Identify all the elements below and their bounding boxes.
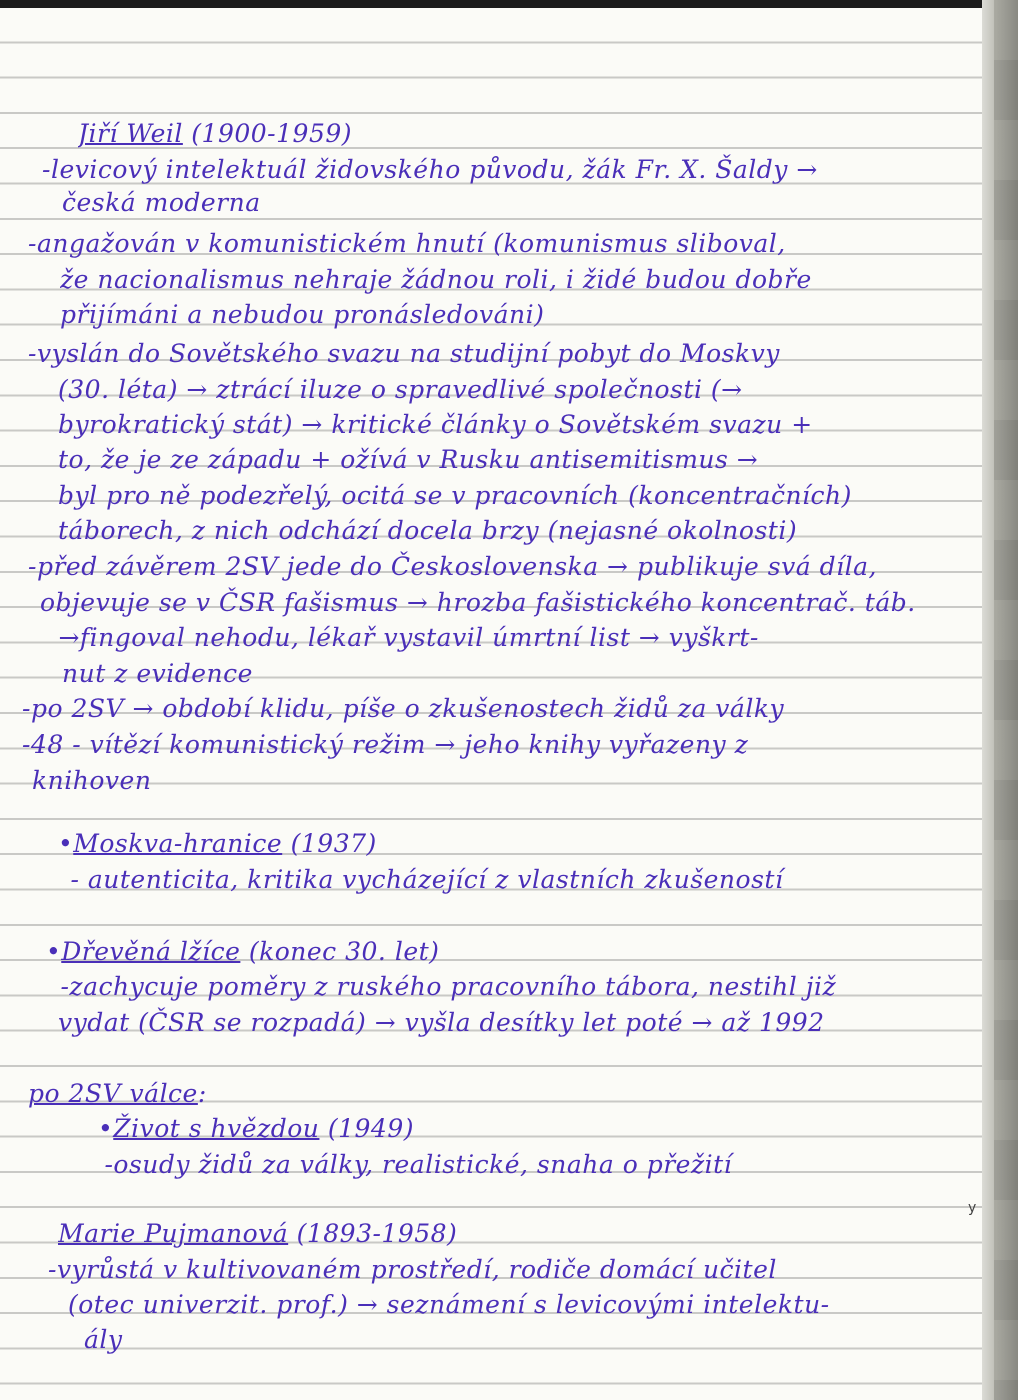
- line-text: -levicový intelektuál židovského původu, žák Fr. X. Šaldy →: [42, 155, 818, 184]
- author-heading: Marie Pujmanová: [58, 1219, 289, 1248]
- section-heading: po 2SV válce: [28, 1079, 198, 1108]
- page-edge-stack: [994, 0, 1018, 1400]
- note-line: [22, 727, 972, 763]
- note-line: [68, 1287, 972, 1323]
- bullet: •: [46, 937, 62, 966]
- line-text: nut z evidence: [62, 659, 253, 688]
- note-line: [58, 513, 972, 549]
- line-text: (30. léta) → ztrácí iluze o spravedlivé společnosti (→: [58, 375, 743, 404]
- note-line: [50, 620, 972, 656]
- note-line: [98, 1111, 972, 1147]
- note-line: [62, 656, 972, 692]
- line-text: (konec 30. let): [240, 937, 440, 966]
- line-text: byrokratický stát) → kritické články o Sovětském svazu +: [58, 410, 813, 439]
- note-line: [58, 442, 972, 478]
- note-line: [28, 226, 972, 262]
- note-line: [48, 1252, 972, 1288]
- line-text: že nacionalismus nehraje žádnou roli, i židé budou dobře: [60, 265, 812, 294]
- line-text: -48 - vítězí komunistický režim → jeho knihy vyřazeny z: [22, 730, 749, 759]
- note-line: [62, 862, 972, 898]
- line-text: vydat (ČSR se rozpadá) → vyšla desítky let poté → až 1992: [58, 1008, 825, 1037]
- line-text: -před závěrem 2SV jede do Československa → publikuje svá díla,: [28, 552, 877, 581]
- note-line: [32, 763, 972, 799]
- corner-mark: y: [968, 1200, 977, 1216]
- line-text: táborech, z nich odchází docela brzy (nejasné okolnosti): [58, 516, 798, 545]
- line-text: -vyslán do Sovětského svazu na studijní pobyt do Moskvy: [28, 339, 780, 368]
- note-line: [28, 336, 972, 372]
- note-line: [22, 691, 972, 727]
- note-line: [58, 478, 972, 514]
- note-line: [46, 934, 972, 970]
- line-text: - autenticita, kritika vycházející z vlastních zkušeností: [62, 865, 784, 894]
- line-text: byl pro ně podezřelý, ocitá se v pracovních (koncentračních): [58, 481, 852, 510]
- note-line: [52, 969, 972, 1005]
- line-text: -angažován v komunistickém hnutí (komunismus sliboval,: [28, 229, 786, 258]
- work-title: Dřevěná lžíce: [61, 937, 241, 966]
- note-line: [62, 185, 972, 221]
- note-line: [84, 1322, 972, 1358]
- line-text: to, že je ze západu + ožívá v Rusku antisemitismus →: [58, 445, 759, 474]
- note-line: [60, 262, 972, 298]
- line-text: (otec univerzit. prof.) → seznámení s levicovými intelektu-: [68, 1290, 830, 1319]
- note-line: [28, 1076, 972, 1112]
- line-text: (1893-1958): [288, 1219, 458, 1248]
- line-text: (1900-1959): [182, 119, 353, 148]
- note-line: [58, 1005, 972, 1041]
- bullet: •: [58, 829, 74, 858]
- work-title: Život s hvězdou: [113, 1114, 320, 1143]
- note-line: [96, 1147, 972, 1183]
- note-line: [40, 585, 972, 621]
- line-text: přijímáni a nebudou pronásledováni): [60, 300, 545, 329]
- note-line: [58, 1216, 972, 1252]
- notebook-page: [0, 8, 982, 1400]
- author-heading: Jiří Weil: [78, 119, 183, 148]
- note-line: [78, 116, 972, 152]
- line-text: -zachycuje poměry z ruského pracovního tábora, nestihl již: [52, 972, 837, 1001]
- line-text: :: [197, 1079, 207, 1108]
- line-text: ály: [84, 1325, 123, 1354]
- note-line: [28, 549, 972, 585]
- line-text: (1937): [282, 829, 377, 858]
- line-text: (1949): [319, 1114, 414, 1143]
- line-text: -osudy židů za války, realistické, snaha o přežití: [96, 1150, 733, 1179]
- work-title: Moskva-hranice: [73, 829, 283, 858]
- line-text: -po 2SV → období klidu, píše o zkušenostech židů za války: [22, 694, 785, 723]
- bullet: •: [98, 1114, 114, 1143]
- note-line: [58, 407, 972, 443]
- line-text: -vyrůstá v kultivovaném prostředí, rodiče domácí učitel: [48, 1255, 777, 1284]
- note-line: [60, 297, 972, 333]
- line-text: →fingoval nehodu, lékař vystavil úmrtní list → vyškrt-: [50, 623, 759, 652]
- line-text: knihoven: [32, 766, 152, 795]
- line-text: objevuje se v ČSR fašismus → hrozba fašistického koncentrač. táb.: [40, 588, 916, 617]
- note-line: [58, 826, 972, 862]
- line-text: česká moderna: [62, 188, 261, 217]
- note-line: [58, 372, 972, 408]
- note-line: [42, 152, 972, 188]
